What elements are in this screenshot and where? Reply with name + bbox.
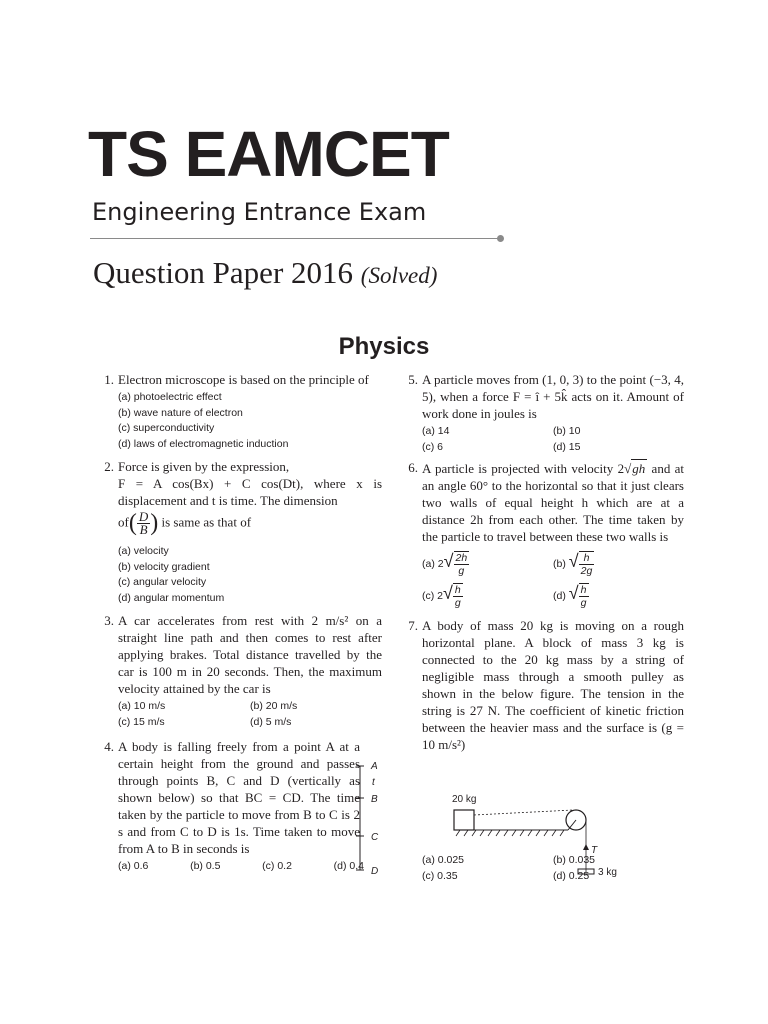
label-tension: T [591,845,598,856]
fraction-denominator: B [139,522,148,537]
divider-dot [497,235,504,242]
question-3 [96,612,382,730]
option-fraction [454,551,470,577]
option: (d) 0.4 [333,860,364,872]
fraction-denominator: g [458,565,465,578]
text-same-as: is same as that of [161,514,252,530]
fraction-denominator: g [580,597,587,610]
option-c [422,583,553,609]
option: (b) velocity gradient [118,560,210,573]
section-heading: Physics [338,333,430,360]
options-grid [422,551,684,609]
label-20kg: 20 kg [452,794,477,805]
fraction-numerator: 2h [455,552,468,565]
question-number: 2. [104,459,114,474]
option-b [553,551,684,577]
surface-hatching [456,830,564,836]
text-of: of [118,514,129,530]
free-fall-diagram [345,760,385,880]
question-text [422,459,684,545]
block-20kg [454,810,474,830]
question-number: 1. [104,372,114,387]
radical-sign: √ [568,583,579,604]
question-text: Electron microscope is based on the principle of [118,372,369,387]
option-fraction [579,551,595,577]
option: (c) 0.35 [422,869,458,882]
fraction-numerator: h [579,552,595,565]
question-text-line1: Force is given by the expression, [118,459,290,474]
question-text-line3 [118,511,382,536]
options-row [118,859,382,875]
option: (a) 10 m/s [118,700,166,712]
fraction-d-over-b [137,511,150,536]
question-text-start: A particle is projected with velocity 2 [422,461,625,476]
paren-left: ( [128,510,137,536]
option-label: (d) [553,590,566,603]
question-4 [96,738,382,875]
option: (a) 0.025 [422,854,465,867]
radical-sign: √ [568,551,579,571]
options-grid [422,424,684,455]
question-number: 4. [104,739,114,754]
divider-rule [90,238,500,239]
option-coef: 2 [437,558,444,570]
fraction-numerator: D [138,509,149,524]
label-3kg: 3 kg [598,867,617,878]
label-t: t [372,777,375,788]
option: (b) 20 m/s [250,700,298,712]
question-5 [400,371,684,455]
pulley-diagram [440,792,640,882]
question-text: A body is falling freely from a point A at a certain height from the ground and passes through points B, C and D (vertically as shown below) so that BC = CD. The time taken by the particle to move from B to C is 2 s and from C to D is 1s. Time taken to move from A to B in seconds is [118,739,360,856]
radical-sign: √ [624,461,632,476]
option: (b) 10 [553,425,581,437]
option-a [422,551,553,577]
option: (c) superconductivity [118,422,215,434]
option: (d) 5 m/s [250,715,292,728]
option: (a) 14 [422,425,450,437]
exam-subtitle: Engineering Entrance Exam [92,198,427,226]
option-fraction [579,583,589,609]
option: (b) wave nature of electron [118,406,243,419]
pulley-support [568,820,576,830]
label-d: D [371,866,379,877]
question-number: 5. [408,372,418,387]
option-label: (a) [422,558,435,570]
radicand: gh [632,461,646,476]
question-text-end: and at an angle 60° to the horizontal so that it just clears two walls of equal height h which are at a distance 2h from each other. The time taken by the particle to travel between these two walls is [422,461,685,544]
option: (c) 6 [422,440,443,453]
question-text: A particle moves from (1, 0, 3) to the point (−3, 4, 5), when a force F = î + 5k̂ acts on it. Amount of work done in joules is [422,372,684,421]
option-label: (b) [553,558,566,570]
option-label: (c) [422,590,435,603]
paper-note: (Solved) [360,263,438,288]
question-text: A body of mass 20 kg is moving on a rough horizontal plane. A block of mass 3 kg is connected to the 20 kg mass by a string of negligible mass through a smooth pulley as shown in the below figure. The tension in the string is 27 N. The coefficient of kinetic friction between the heavier mass and the surface is (g = 10 m/s²) [422,618,684,753]
paper-title [93,256,437,290]
options-list [118,390,382,452]
question-1 [96,371,382,452]
option-fraction [453,583,463,609]
question-text: A car accelerates from rest with 2 m/s² on a straight line path and then comes to rest after applying brakes. Total distance travelled by the car is 100 m in 20 seconds. Then, the maximum velocity attained by the car is [118,613,382,696]
option: (d) 15 [553,440,581,453]
fraction-numerator: h [580,584,587,597]
question-6 [400,459,684,609]
option: (c) 0.2 [262,860,292,872]
option: (d) 0.25 [553,869,590,882]
option: (a) 0.6 [118,860,149,872]
option: (b) 0.035 [553,854,596,867]
label-b: B [371,794,378,805]
options-list [118,544,382,606]
left-column [96,371,382,875]
option: (a) photoelectric effect [118,391,222,403]
radical-sign: √ [443,551,454,571]
options-grid [118,699,382,730]
exam-title: TS EAMCET [88,118,449,190]
question-text-line2: F = A cos(Bx) + C cos(Dt), where x is displacement and t is time. The dimension [118,476,382,508]
label-a: A [371,761,378,772]
fraction-numerator: h [454,584,461,597]
option-d [553,583,684,609]
fraction-denominator: 2g [580,565,593,578]
question-2 [96,458,382,606]
question-number: 6. [408,460,418,475]
string-horizontal [474,810,573,815]
label-c: C [371,832,379,843]
radical-sign: √ [443,583,453,604]
paper-title-text: Question Paper 2016 [93,255,354,290]
option: (a) velocity [118,545,169,557]
option: (c) angular velocity [118,576,207,588]
paren-right: ) [150,510,159,536]
option: (c) 15 m/s [118,715,165,728]
option: (b) 0.5 [190,860,221,872]
tension-arrow [583,844,589,850]
fraction-denominator: g [454,597,461,610]
option: (d) laws of electromagnetic induction [118,437,289,450]
option: (d) angular momentum [118,591,225,604]
question-number: 3. [104,613,114,628]
option-coef: 2 [437,590,444,603]
question-number: 7. [408,618,418,634]
